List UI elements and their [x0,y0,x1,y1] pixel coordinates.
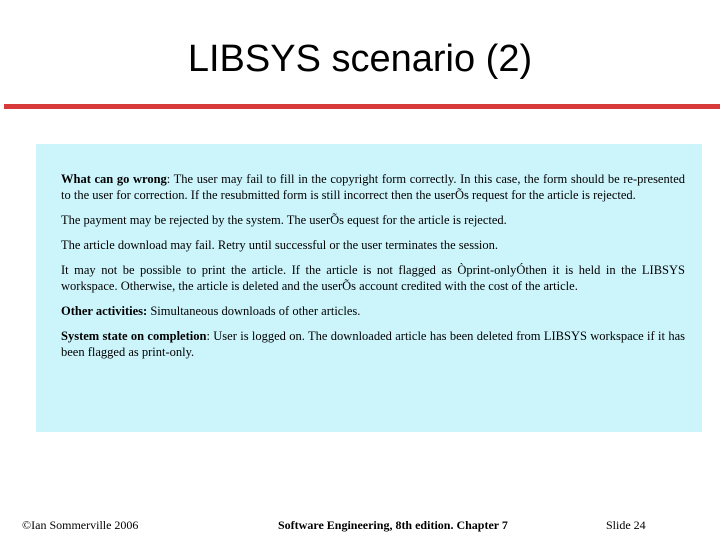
paragraph-download [61,237,685,253]
paragraph-text: The article download may fail. Retry until successful or the user terminates the session. [61,238,499,252]
footer-copyright: ©Ian Sommerville 2006 [22,518,139,532]
paragraph-other-activities [61,303,685,319]
slide-title: LIBSYS scenario (2) [187,38,533,80]
paragraph-text: : The user may fail to fill in the copyright form correctly. In this case, the form should be re-presented to the user for correction. If the resubmitted form is still incorrect then the userÕs request for the article is rejected. [61,172,686,202]
title-divider [4,104,720,109]
paragraph-text: : User is logged on. The downloaded article has been deleted from LIBSYS workspace if it has been flagged as print-only. [61,329,685,359]
paragraph-label: Other activities: [61,304,148,318]
paragraph-print [61,262,685,294]
paragraph-text: The payment may be rejected by the system. The userÕs equest for the article is rejected. [61,213,507,227]
paragraph-payment [61,212,685,228]
paragraph-system-state [61,328,685,360]
footer-book-title: Software Engineering, 8th edition. Chapter 7 [278,518,508,532]
paragraph-label: What can go wrong [61,172,167,186]
paragraph-label: System state on completion [61,329,207,343]
paragraph-text: It may not be possible to print the article. If the article is not flagged as Òprint-onlyÓthen it is held in the LIBSYS workspace. Otherwise, the article is deleted and the userÕs account credited with the cost of the article. [61,263,685,293]
scenario-text [61,171,685,369]
paragraph-what-can-go-wrong [61,171,685,203]
paragraph-text: Simultaneous downloads of other articles. [147,304,361,318]
footer-slide-number: Slide 24 [606,518,646,532]
